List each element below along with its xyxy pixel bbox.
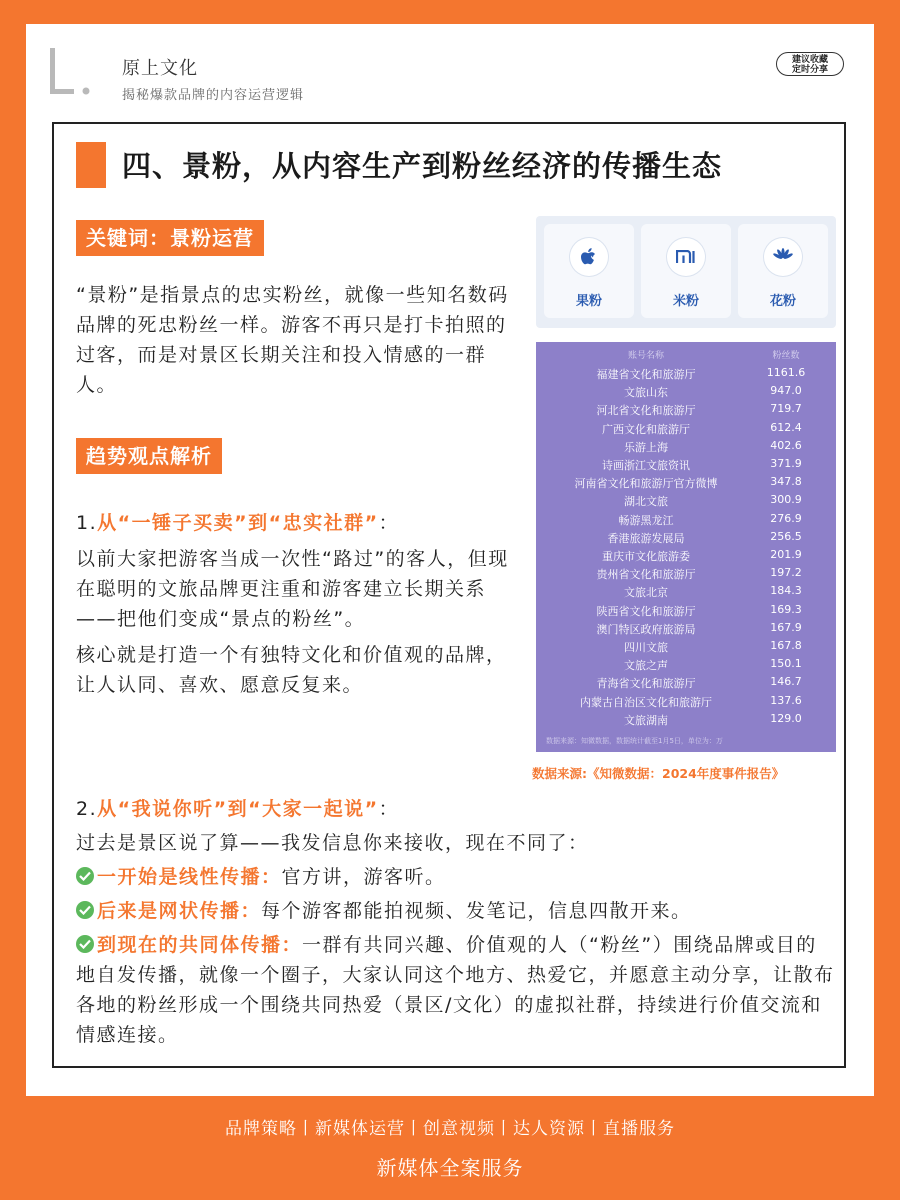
- ranking-account-name: 福建省文化和旅游厅: [596, 368, 696, 381]
- check-icon: [76, 935, 94, 953]
- ranking-account-name: 河北省文化和旅游厅: [596, 404, 696, 418]
- check-icon: [76, 901, 94, 919]
- point2-item: [76, 896, 836, 926]
- point2-heading: [76, 794, 836, 824]
- ranking-fans-value: 612.4: [770, 420, 802, 434]
- ranking-account-name: 贵州省文化和旅游厅: [596, 568, 696, 582]
- ranking-account-name: 河南省文化和旅游厅官方微博: [574, 477, 718, 491]
- content-sheet: [26, 24, 874, 1096]
- ranking-fans-value: 402.6: [770, 438, 802, 452]
- ranking-fans-value: 276.9: [770, 511, 802, 525]
- ranking-fans-value: 371.9: [770, 457, 802, 470]
- item-label: 一开始是线性传播：: [97, 866, 282, 888]
- item-label: 到现在的共同体传播：: [97, 934, 303, 956]
- ranking-fans-value: 137.6: [770, 693, 802, 707]
- ranking-fans-value: 167.9: [770, 620, 802, 634]
- ranking-fans-value: 300.9: [770, 493, 802, 507]
- item-text: 每个游客都能拍视频、发笔记，信息四散开来。: [261, 900, 692, 922]
- footer-services: 品牌策略丨新媒体运营丨创意视频丨达人资源丨直播服务: [225, 1119, 675, 1139]
- ranking-row: [536, 493, 836, 511]
- ranking-row: [536, 475, 836, 493]
- ranking-account-name: 文旅湖南: [624, 713, 668, 727]
- ranking-account-name: 重庆市文化旅游委: [602, 550, 690, 563]
- apple-icon: [570, 238, 608, 276]
- article-panel: [52, 122, 846, 1068]
- ranking-account-name: 广西文化和旅游厅: [602, 422, 690, 436]
- section-marker: [76, 142, 106, 188]
- ranking-row: [536, 530, 836, 548]
- point2-block: [76, 794, 836, 1050]
- ranking-fans-value: 201.9: [770, 548, 802, 561]
- ranking-row: [536, 639, 836, 657]
- data-source-note: 数据来源:《知微数据：2024年度事件报告》: [532, 766, 785, 781]
- point2-body: 过去是景区说了算——我发信息你来接收，现在不同了：: [76, 832, 589, 854]
- ranking-account-name: 内蒙古自治区文化和旅游厅: [580, 695, 712, 709]
- ranking-account-name: 文旅北京: [624, 586, 668, 600]
- ranking-account-name: 四川文旅: [624, 641, 668, 654]
- ranking-account-name: 湖北文旅: [624, 495, 668, 509]
- ranking-account-name: 青海省文化和旅游厅: [596, 677, 696, 691]
- point1-block: [76, 508, 526, 700]
- point2-title: 从“我说你听”到“大家一起说”: [97, 798, 379, 820]
- ranking-fans-value: 146.7: [770, 675, 802, 689]
- ranking-fans-value: 197.2: [770, 566, 802, 580]
- brand-fan-cards: [536, 216, 836, 328]
- ranking-row: [536, 402, 836, 420]
- ranking-fans-value: 169.3: [770, 602, 802, 616]
- brand-card-mi: [641, 224, 731, 318]
- ranking-fans-value: 347.8: [770, 475, 802, 489]
- brand-card-huawei: [738, 224, 828, 318]
- ranking-account-name: 畅游黑龙江: [618, 513, 674, 527]
- brand-card-label: 花粉: [769, 294, 796, 309]
- ranking-fans-value: 129.0: [770, 711, 802, 725]
- item-label: 后来是网状传播：: [97, 900, 262, 922]
- point2-colon: ：: [378, 798, 400, 820]
- ranking-fans-value: 150.1: [770, 657, 802, 671]
- brand-subtitle: 揭秘爆款品牌的内容运营逻辑: [122, 88, 305, 103]
- point1-core: 核心就是打造一个有独特文化和价值观的品牌，让人认同、喜欢、愿意反复来。: [76, 644, 507, 696]
- bookmark-badge: 建议收藏 定时分享: [776, 52, 844, 76]
- brand-card-label: 果粉: [575, 294, 602, 309]
- ranking-row: [536, 548, 836, 566]
- check-icon: [76, 867, 94, 885]
- huawei-icon: [764, 238, 802, 276]
- ranking-account-name: 诗画浙江文旅资讯: [602, 459, 690, 472]
- brand-card-label: 米粉: [672, 294, 699, 309]
- ranking-col-value: 粉丝数: [772, 351, 800, 361]
- brand-card-apple: [544, 224, 634, 318]
- ranking-fans-value: 184.3: [770, 584, 802, 598]
- ranking-footnote: 数据来源：知微数据，数据统计截至1月5日，单位为：万: [546, 737, 723, 745]
- ranking-row: [536, 512, 836, 530]
- point1-body: 以前大家把游客当成一次性“路过”的客人，但现在聪明的文旅品牌更注重和游客建立长期关系——把他们变成“景点的粉丝”。: [76, 548, 509, 630]
- ranking-fans-value: 947.0: [770, 384, 802, 398]
- point2-item: [76, 930, 836, 1050]
- point2-number: 2.: [76, 798, 98, 820]
- ranking-row: [536, 675, 836, 693]
- intro-paragraph: “景粉”是指景点的忠实粉丝，就像一些知名数码品牌的死忠粉丝一样。游客不再只是打卡拍照的过客，而是对景区长期关注和投入情感的一群人。: [76, 284, 509, 396]
- ranking-row: [536, 694, 836, 712]
- ranking-fans-value: 719.7: [770, 402, 802, 416]
- ranking-row: [536, 439, 836, 457]
- ranking-fans-value: 1161.6: [766, 366, 806, 379]
- ranking-fans-value: 167.8: [770, 639, 802, 652]
- keyword-tag: 关键词：景粉运营: [76, 220, 264, 256]
- ranking-col-name: 账号名称: [627, 351, 664, 361]
- point1-title: 从“一锤子买卖”到“忠实社群”: [97, 512, 379, 534]
- ranking-row: [536, 603, 836, 621]
- item-text: 一群有共同兴趣、价值观的人（“粉丝”）围绕品牌或目的地自发传播，就像一个圈子，大家认同这个地方、热爱它，并愿意主动分享，让散布各地的粉丝形成一个围绕共同热爱（景区/文化）的虚拟社群，持续进行价值交流和情感连接。: [76, 934, 835, 1046]
- ranking-fans-value: 256.5: [770, 529, 802, 543]
- brand-name: 原上文化: [122, 58, 198, 79]
- ranking-account-name: 文旅山东: [624, 386, 668, 400]
- ranking-row: [536, 566, 836, 584]
- point1-number: 1.: [76, 512, 98, 534]
- trend-tag: 趋势观点解析: [76, 438, 222, 474]
- ranking-row: [536, 712, 836, 730]
- ranking-row: [536, 366, 836, 384]
- ranking-account-name: 陕西省文化和旅游厅: [596, 604, 696, 618]
- ranking-row: [536, 621, 836, 639]
- section-title: 四、景粉，从内容生产到粉丝经济的传播生态: [122, 149, 723, 183]
- mi-icon: [667, 238, 705, 276]
- ranking-account-name: 澳门特区政府旅游局: [596, 622, 696, 636]
- logo-icon: [48, 48, 92, 96]
- footer-main: 新媒体全案服务: [376, 1156, 524, 1180]
- ranking-row: [536, 457, 836, 475]
- ranking-row: [536, 421, 836, 439]
- ranking-account-name: 香港旅游发展局: [607, 531, 685, 545]
- ranking-account-name: 乐游上海: [624, 440, 668, 454]
- point1-colon: ：: [378, 512, 400, 534]
- ranking-row: [536, 584, 836, 602]
- point2-item: [76, 862, 836, 892]
- point1-heading: [76, 508, 526, 538]
- ranking-row: [536, 384, 836, 402]
- fans-ranking-table: [536, 342, 836, 752]
- ranking-row: [536, 657, 836, 675]
- ranking-account-name: 文旅之声: [624, 659, 668, 673]
- item-text: 官方讲，游客听。: [281, 866, 446, 888]
